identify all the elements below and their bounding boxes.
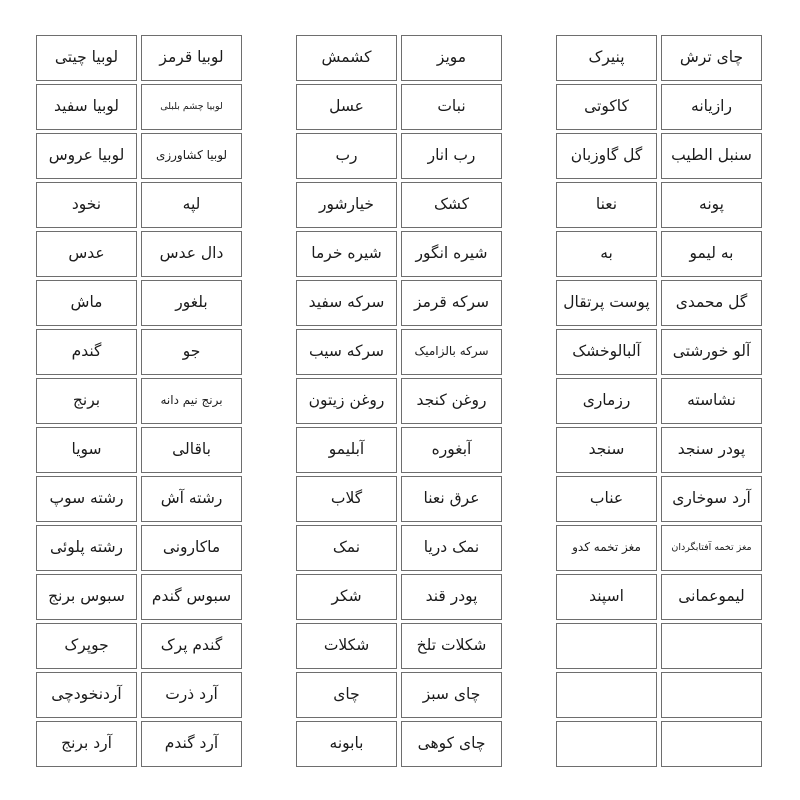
- label-cell: دال عدس: [141, 231, 242, 277]
- label-cell: رشته آش: [141, 476, 242, 522]
- label-cell: آرد گندم: [141, 721, 242, 767]
- label-cell: آرد ذرت: [141, 672, 242, 718]
- label-cell: آلو خورشتی: [661, 329, 762, 375]
- label-cell: رب انار: [401, 133, 502, 179]
- label-cell: نمک دریا: [401, 525, 502, 571]
- label-cell: مویز: [401, 35, 502, 81]
- label-cell: نخود: [36, 182, 137, 228]
- label-cell: آرد سوخاری: [661, 476, 762, 522]
- label-cell: به: [556, 231, 657, 277]
- label-cell: سویا: [36, 427, 137, 473]
- label-column: [296, 35, 397, 767]
- label-cell: مغز تخمه کدو: [556, 525, 657, 571]
- label-cell: سبوس برنج: [36, 574, 137, 620]
- label-cell: چای: [296, 672, 397, 718]
- label-cell: لوبیا چیتی: [36, 35, 137, 81]
- label-cell: گندم: [36, 329, 137, 375]
- label-cell: رشته سوپ: [36, 476, 137, 522]
- label-cell: به لیمو: [661, 231, 762, 277]
- label-group-1: [556, 35, 762, 767]
- label-cell: عرق نعنا: [401, 476, 502, 522]
- empty-label-cell: [661, 721, 762, 767]
- label-cell: لوبیا سفید: [36, 84, 137, 130]
- label-group-2: [296, 35, 502, 767]
- label-cell: نعنا: [556, 182, 657, 228]
- label-cell: پوست پرتقال: [556, 280, 657, 326]
- label-cell: رشته پلوئی: [36, 525, 137, 571]
- label-cell: کشمش: [296, 35, 397, 81]
- label-cell: سرکه قرمز: [401, 280, 502, 326]
- label-cell: لوبیا چشم بلبلی: [141, 84, 242, 130]
- empty-label-cell: [661, 623, 762, 669]
- empty-label-cell: [556, 721, 657, 767]
- label-group-3: [36, 35, 242, 767]
- label-cell: آرد برنج: [36, 721, 137, 767]
- label-cell: شیره خرما: [296, 231, 397, 277]
- label-cell: برنج نیم دانه: [141, 378, 242, 424]
- label-cell: آلبالوخشک: [556, 329, 657, 375]
- label-cell: شکلات: [296, 623, 397, 669]
- empty-label-cell: [556, 672, 657, 718]
- label-cell: مغز تخمه آفتابگردان: [661, 525, 762, 571]
- label-cell: شکر: [296, 574, 397, 620]
- label-cell: رب: [296, 133, 397, 179]
- label-cell: عدس: [36, 231, 137, 277]
- label-cell: لوبیا عروس: [36, 133, 137, 179]
- label-cell: پونه: [661, 182, 762, 228]
- label-cell: آبلیمو: [296, 427, 397, 473]
- label-cell: نشاسته: [661, 378, 762, 424]
- label-cell: سرکه سفید: [296, 280, 397, 326]
- label-cell: گل گاوزبان: [556, 133, 657, 179]
- label-cell: ماکارونی: [141, 525, 242, 571]
- label-cell: چای کوهی: [401, 721, 502, 767]
- label-cell: نمک: [296, 525, 397, 571]
- label-cell: خیارشور: [296, 182, 397, 228]
- label-cell: عناب: [556, 476, 657, 522]
- label-column: [36, 35, 137, 767]
- label-cell: جو: [141, 329, 242, 375]
- label-cell: بابونه: [296, 721, 397, 767]
- label-cell: جوپرک: [36, 623, 137, 669]
- label-cell: برنج: [36, 378, 137, 424]
- label-cell: کشک: [401, 182, 502, 228]
- label-cell: باقالی: [141, 427, 242, 473]
- label-cell: نبات: [401, 84, 502, 130]
- label-cell: سرکه بالزامیک: [401, 329, 502, 375]
- label-column: [556, 35, 657, 767]
- label-cell: لیموعمانی: [661, 574, 762, 620]
- label-column: [141, 35, 242, 767]
- label-cell: گندم پرک: [141, 623, 242, 669]
- label-cell: بلغور: [141, 280, 242, 326]
- label-cell: روغن کنجد: [401, 378, 502, 424]
- label-cell: رزماری: [556, 378, 657, 424]
- label-cell: عسل: [296, 84, 397, 130]
- label-cell: سنبل الطیب: [661, 133, 762, 179]
- label-column: [661, 35, 762, 767]
- label-cell: چای ترش: [661, 35, 762, 81]
- label-cell: گل محمدی: [661, 280, 762, 326]
- empty-label-cell: [556, 623, 657, 669]
- label-cell: پنیرک: [556, 35, 657, 81]
- label-cell: رازیانه: [661, 84, 762, 130]
- label-cell: لوبیا کشاورزی: [141, 133, 242, 179]
- label-column: [401, 35, 502, 767]
- label-cell: پودر سنجد: [661, 427, 762, 473]
- label-cell: شیره انگور: [401, 231, 502, 277]
- label-cell: لوبیا قرمز: [141, 35, 242, 81]
- label-cell: لپه: [141, 182, 242, 228]
- label-cell: کاکوتی: [556, 84, 657, 130]
- empty-label-cell: [661, 672, 762, 718]
- label-cell: شکلات تلخ: [401, 623, 502, 669]
- label-cell: آبغوره: [401, 427, 502, 473]
- label-cell: گلاب: [296, 476, 397, 522]
- label-cell: پودر قند: [401, 574, 502, 620]
- label-cell: اسپند: [556, 574, 657, 620]
- label-cell: آردنخودچی: [36, 672, 137, 718]
- label-cell: سنجد: [556, 427, 657, 473]
- label-cell: روغن زیتون: [296, 378, 397, 424]
- label-cell: سبوس گندم: [141, 574, 242, 620]
- label-cell: سرکه سیب: [296, 329, 397, 375]
- label-cell: چای سبز: [401, 672, 502, 718]
- label-cell: ماش: [36, 280, 137, 326]
